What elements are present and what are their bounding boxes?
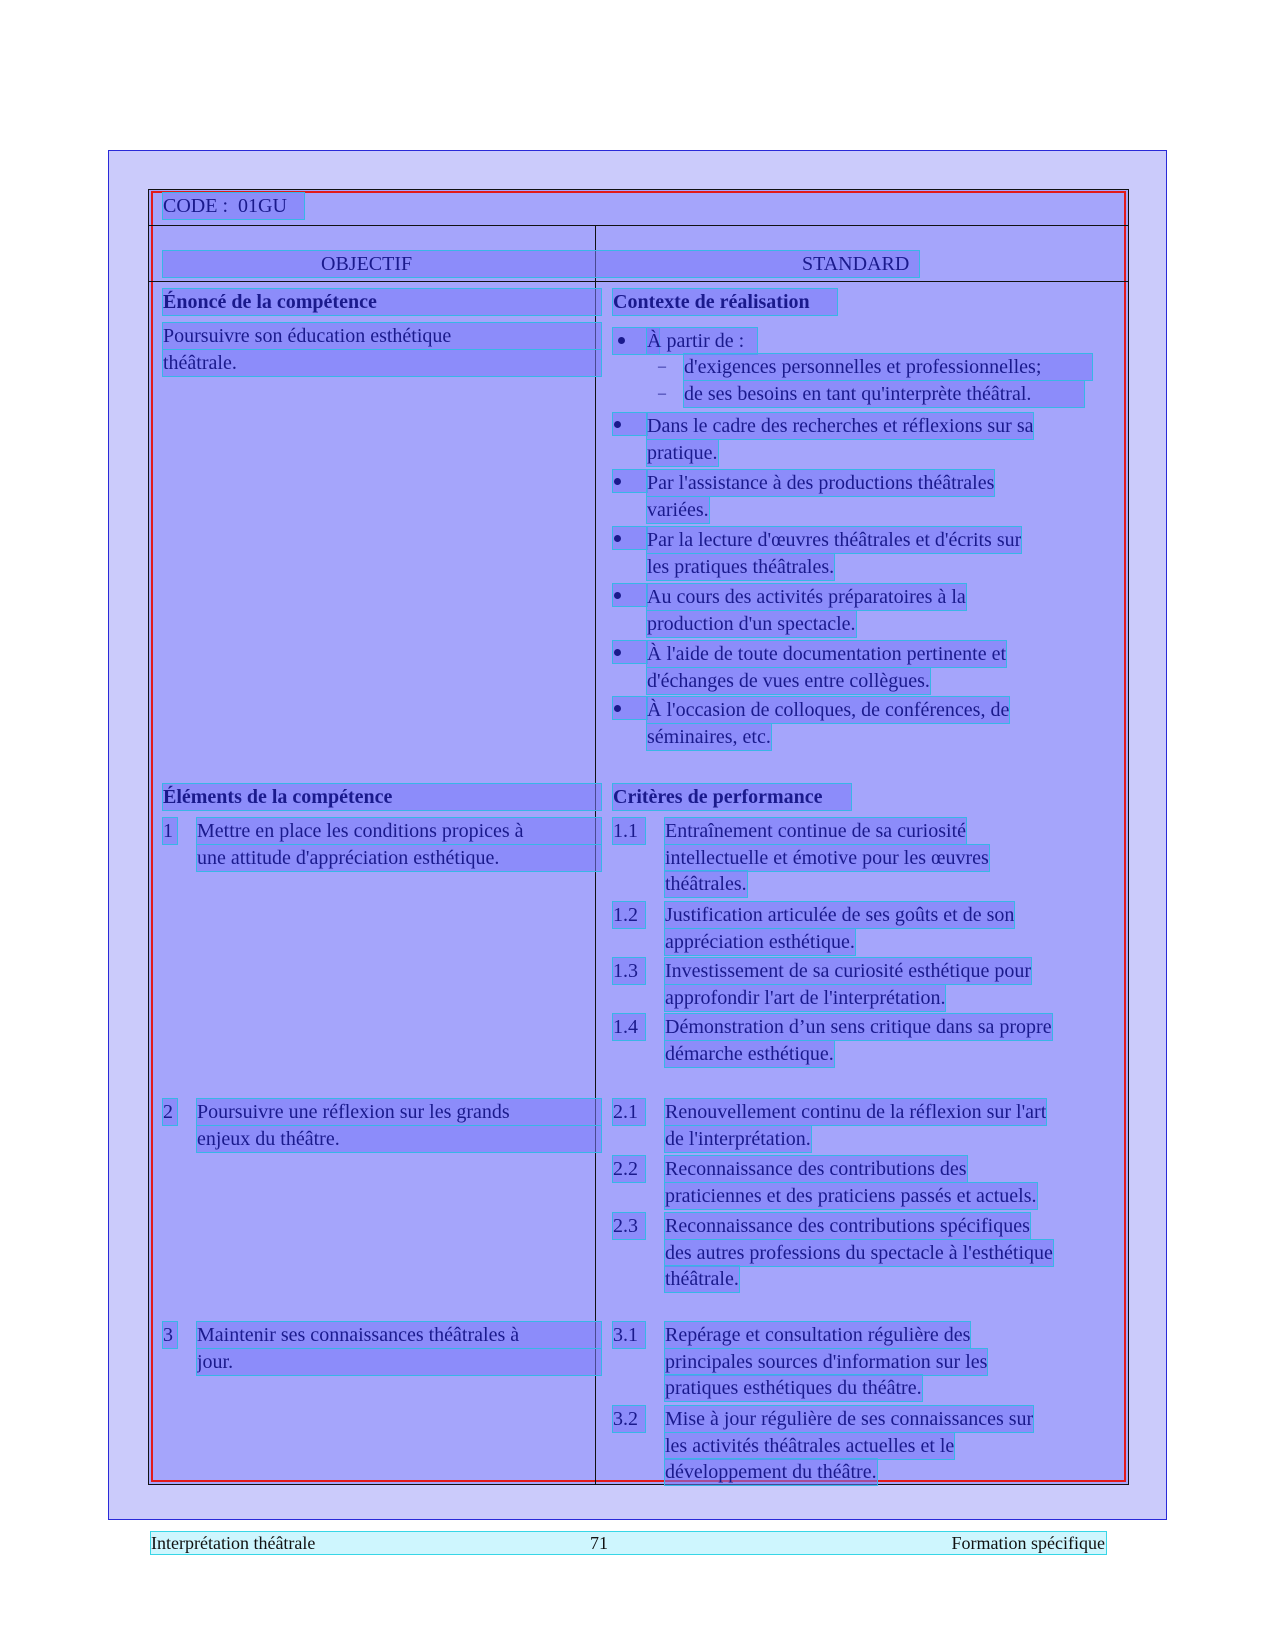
enonce-line: théâtrale. [163, 350, 601, 376]
enonce-line: Poursuivre son éducation esthétique [163, 323, 601, 349]
element-line: une attitude d'appréciation esthétique. [197, 845, 601, 871]
context-item: À partir de : [647, 328, 757, 354]
criterion-number: 3.2 [613, 1406, 645, 1432]
criterion-line: Renouvellement continu de la réflexion sur l'art [665, 1101, 1047, 1123]
bullet-icon [614, 649, 621, 656]
element-number: 1 [163, 818, 177, 844]
criterion-line: Repérage et consultation régulière des [665, 1324, 971, 1346]
context-item-line: Au cours des activités préparatoires à la [647, 586, 966, 608]
criterion-line: principales sources d'information sur les [665, 1350, 988, 1373]
criterion-line: des autres professions du spectacle à l'esthétique [665, 1241, 1053, 1264]
criterion-line: Démonstration d’un sens critique dans sa propre [665, 1016, 1052, 1038]
bullet-icon [614, 705, 621, 712]
footer-page-number: 71 [590, 1533, 608, 1553]
dash-icon: – [658, 384, 666, 402]
criterion-number: 2.1 [613, 1099, 645, 1125]
element-line: jour. [197, 1349, 601, 1375]
context-item-line: pratique. [647, 441, 718, 464]
criterion-line: théâtrale. [665, 1268, 739, 1290]
element-number: 2 [163, 1099, 177, 1125]
code-label-box [163, 193, 304, 219]
elements-title: Éléments de la compétence [163, 784, 601, 810]
criterion-line: intellectuelle et émotive pour les œuvres [665, 846, 989, 869]
context-item-line: séminaires, etc. [647, 725, 771, 748]
bullet-icon [614, 421, 621, 428]
context-item-line: Par la lecture d'œuvres théâtrales et d'écrits sur [647, 529, 1022, 551]
element-number: 3 [163, 1322, 177, 1348]
context-sub-item: de ses besoins en tant qu'interprète théâtral. [684, 381, 1084, 407]
context-item-line: production d'un spectacle. [647, 612, 856, 635]
criterion-line: Reconnaissance des contributions des [665, 1158, 967, 1180]
criterion-number: 1.3 [613, 958, 645, 984]
criterion-line: Entraînement continue de sa curiosité [665, 820, 967, 842]
context-sub-item: d'exigences personnelles et professionnelles; [684, 354, 1092, 380]
context-item-line: d'échanges de vues entre collègues. [647, 669, 930, 692]
criterion-line: Mise à jour régulière de ses connaissances sur [665, 1408, 1034, 1430]
enonce-title: Énoncé de la compétence [163, 289, 601, 315]
criterion-number: 2.3 [613, 1213, 645, 1239]
criterion-line: Reconnaissance des contributions spécifiques [665, 1215, 1030, 1237]
criterion-line: praticiennes et des praticiens passés et actuels. [665, 1184, 1037, 1207]
element-line: Mettre en place les conditions propices à [197, 818, 601, 844]
code-value: 01GU [238, 195, 287, 217]
criterion-line: les activités théâtrales actuelles et le [665, 1434, 955, 1457]
code-row-divider [148, 225, 1129, 226]
header-objectif: OBJECTIF [163, 251, 919, 277]
code-label: CODE : [163, 195, 228, 217]
footer-left: Interprétation théâtrale [151, 1533, 316, 1553]
criterion-line: démarche esthétique. [665, 1042, 834, 1065]
element-line: enjeux du théâtre. [197, 1126, 601, 1152]
context-item-line: Dans le cadre des recherches et réflexions sur sa [647, 415, 1034, 437]
criterion-line: Investissement de sa curiosité esthétique pour [665, 960, 1032, 982]
criterion-line: appréciation esthétique. [665, 930, 855, 953]
criterion-line: pratiques esthétiques du théâtre. [665, 1377, 922, 1399]
context-item-line: Par l'assistance à des productions théâtrales [647, 472, 995, 494]
bullet-icon [614, 478, 621, 485]
criterion-line: développement du théâtre. [665, 1461, 877, 1483]
criterion-number: 1.2 [613, 902, 645, 928]
criterion-number: 2.2 [613, 1156, 645, 1182]
criterion-number: 1.4 [613, 1014, 645, 1040]
criterion-number: 3.1 [613, 1322, 645, 1348]
dash-icon: – [658, 358, 666, 375]
bullet-icon [618, 337, 625, 344]
element-line: Poursuivre une réflexion sur les grands [197, 1099, 601, 1125]
context-item-line: À l'aide de toute documentation pertinente et [647, 643, 1007, 665]
criterion-line: approfondir l'art de l'interprétation. [665, 986, 946, 1009]
criterion-line: Justification articulée de ses goûts et de son [665, 904, 1015, 926]
criterion-line: théâtrales. [665, 873, 747, 895]
criterion-line: de l'interprétation. [665, 1127, 811, 1150]
criterion-number: 1.1 [613, 818, 645, 844]
element-line: Maintenir ses connaissances théâtrales à [197, 1322, 601, 1348]
context-item-line: À l'occasion de colloques, de conférences, de [647, 699, 1010, 721]
contexte-title: Contexte de réalisation [613, 289, 837, 315]
header-standard: STANDARD [802, 253, 910, 275]
header-row-divider [148, 281, 1129, 282]
bullet-icon [614, 535, 621, 542]
criteres-title: Critères de performance [613, 784, 851, 810]
footer-right: Formation spécifique [951, 1533, 1105, 1553]
context-item-line: les pratiques théâtrales. [647, 555, 835, 578]
context-item-line: variées. [647, 498, 709, 521]
bullet-icon [614, 592, 621, 599]
